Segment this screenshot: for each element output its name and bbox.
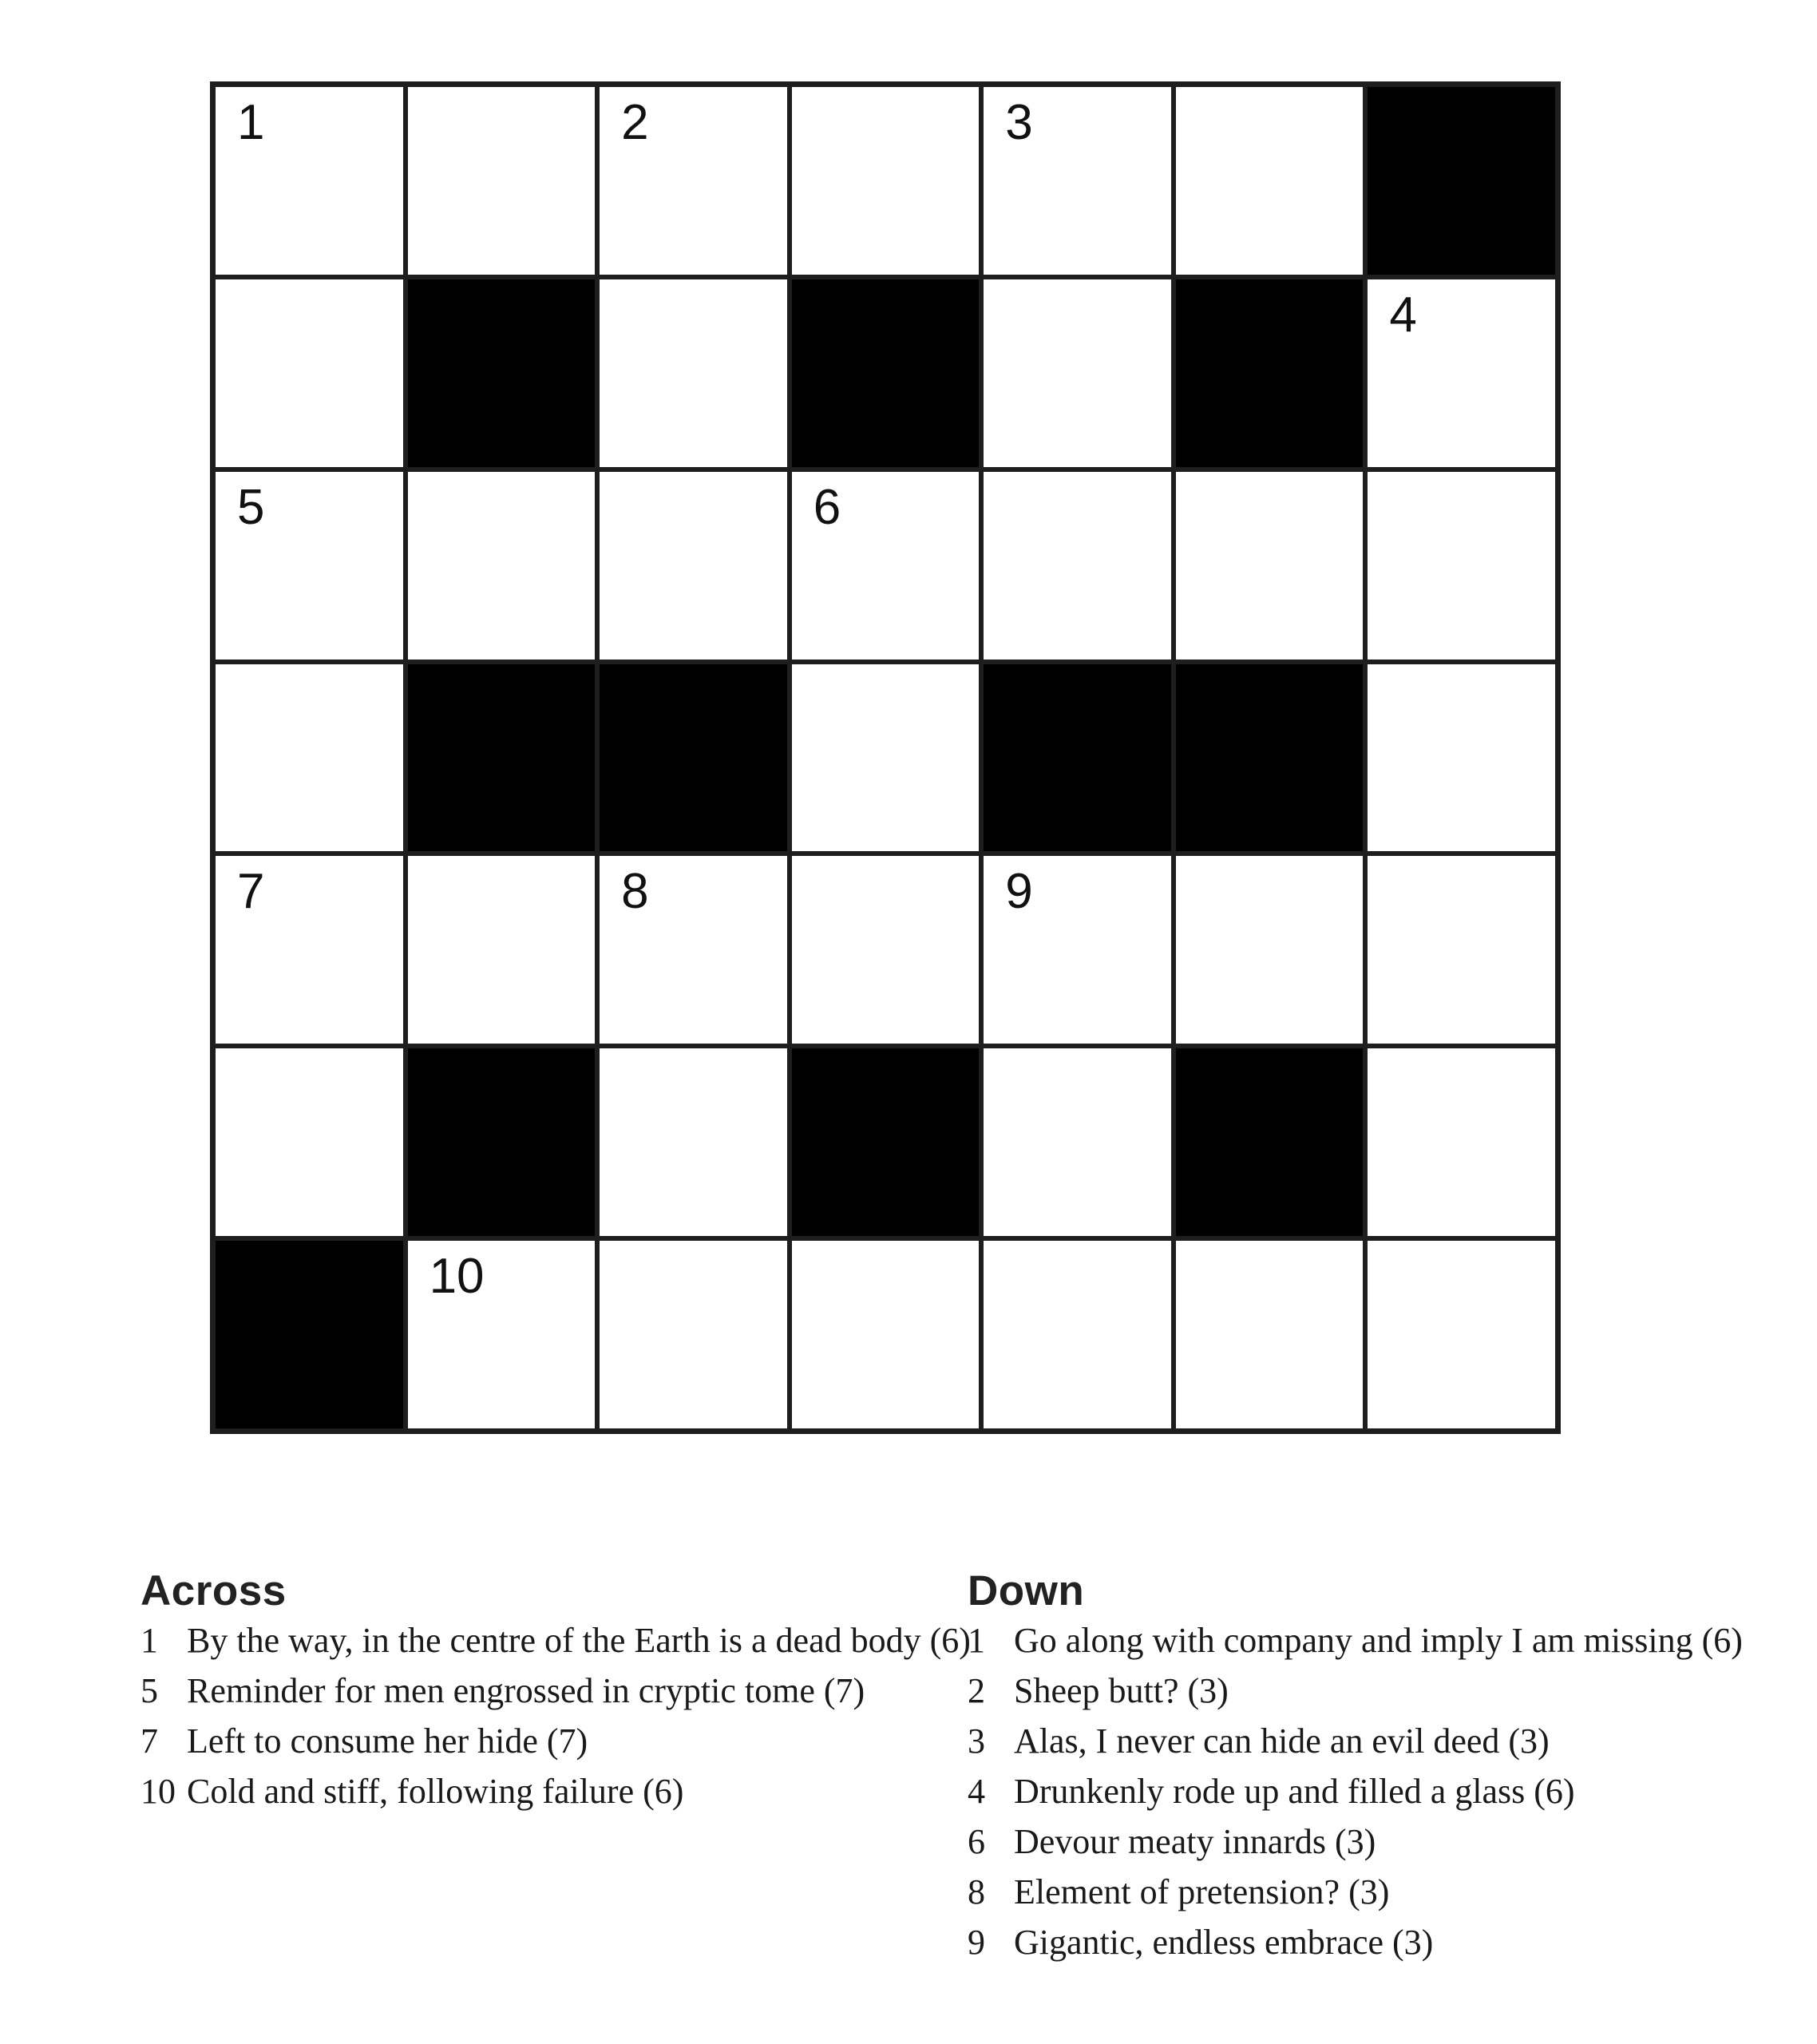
letter-cell[interactable] (1176, 856, 1364, 1044)
cell-number: 8 (621, 864, 649, 920)
letter-cell[interactable] (984, 1048, 1171, 1236)
clue-text: Reminder for men engrossed in cryptic tome (7) (187, 1671, 865, 1710)
black-square (600, 664, 787, 852)
cell-number: 5 (237, 479, 265, 535)
clue-item (141, 1774, 947, 1809)
letter-cell[interactable] (792, 1241, 980, 1428)
down-clue-list (968, 1623, 1798, 1960)
letter-cell[interactable] (984, 1241, 1171, 1428)
letter-cell[interactable] (408, 87, 596, 275)
clue-number: 1 (968, 1621, 985, 1660)
clue-text: Devour meaty innards (3) (1014, 1822, 1376, 1861)
clue-item (141, 1671, 947, 1710)
clue-number: 5 (141, 1671, 158, 1710)
clue-item (968, 1671, 1798, 1710)
letter-cell[interactable] (984, 472, 1171, 660)
letter-cell[interactable] (1368, 279, 1555, 467)
letter-cell[interactable] (1368, 1241, 1555, 1428)
clue-item (141, 1721, 947, 1761)
clue-item (968, 1925, 1798, 1960)
letter-cell[interactable] (408, 856, 596, 1044)
clue-number: 6 (968, 1822, 985, 1861)
across-clue-list (141, 1621, 971, 1811)
cell-number: 7 (237, 864, 265, 920)
letter-cell[interactable] (216, 664, 403, 852)
black-square (792, 279, 980, 467)
letter-cell[interactable] (1368, 856, 1555, 1044)
letter-cell[interactable] (600, 472, 787, 660)
letter-cell[interactable] (1368, 1048, 1555, 1236)
clue-text: Go along with company and imply I am missing (6) (1014, 1621, 1743, 1660)
letter-cell[interactable] (216, 279, 403, 467)
clue-number: 7 (141, 1721, 158, 1761)
letter-cell[interactable] (792, 664, 980, 852)
clue-item (968, 1774, 1798, 1809)
letter-cell[interactable] (1176, 87, 1364, 275)
cell-number: 9 (1005, 864, 1033, 920)
down-section (968, 1567, 1798, 1975)
across-heading: Across (141, 1567, 287, 1614)
cell-number: 2 (621, 95, 649, 150)
letter-cell[interactable] (1368, 472, 1555, 660)
clue-item (968, 1872, 1798, 1911)
black-square (1176, 664, 1364, 852)
clue-text: Sheep butt? (3) (1014, 1671, 1229, 1710)
clue-number: 2 (968, 1671, 985, 1710)
black-square (984, 664, 1171, 852)
clue-text: Element of pretension? (3) (1014, 1872, 1390, 1911)
clue-number: 4 (968, 1772, 985, 1811)
letter-cell[interactable] (216, 87, 403, 275)
black-square (408, 664, 596, 852)
letter-cell[interactable] (600, 279, 787, 467)
letter-cell[interactable] (216, 472, 403, 660)
black-square (1176, 279, 1364, 467)
letter-cell[interactable] (216, 1048, 403, 1236)
black-square (792, 1048, 980, 1236)
black-square (408, 279, 596, 467)
clue-item (968, 1721, 1798, 1761)
clue-number: 10 (141, 1772, 176, 1811)
clue-text: Drunkenly rode up and filled a glass (6) (1014, 1772, 1575, 1811)
cell-number: 10 (429, 1249, 485, 1305)
clue-text: By the way, in the centre of the Earth is a dead body (6) (187, 1621, 971, 1660)
letter-cell[interactable] (984, 87, 1171, 275)
clue-text: Alas, I never can hide an evil deed (3) (1014, 1721, 1550, 1761)
letter-cell[interactable] (1368, 664, 1555, 852)
letter-cell[interactable] (600, 1048, 787, 1236)
cell-number: 1 (237, 95, 265, 150)
black-square (1368, 87, 1555, 275)
letter-cell[interactable] (984, 856, 1171, 1044)
letter-cell[interactable] (600, 87, 787, 275)
cell-number: 6 (813, 479, 841, 535)
black-square (216, 1241, 403, 1428)
down-heading: Down (968, 1567, 1085, 1614)
clue-number: 8 (968, 1872, 985, 1911)
letter-cell[interactable] (216, 856, 403, 1044)
clue-number: 1 (141, 1621, 158, 1660)
clue-item (141, 1621, 971, 1660)
letter-cell[interactable] (1176, 472, 1364, 660)
crossword-grid (210, 81, 1561, 1434)
letter-cell[interactable] (792, 87, 980, 275)
letter-cell[interactable] (408, 1241, 596, 1428)
letter-cell[interactable] (1176, 1241, 1364, 1428)
black-square (408, 1048, 596, 1236)
letter-cell[interactable] (408, 472, 596, 660)
clue-number: 3 (968, 1721, 985, 1761)
cell-number: 3 (1005, 95, 1033, 150)
letter-cell[interactable] (792, 472, 980, 660)
letter-cell[interactable] (600, 1241, 787, 1428)
clue-text: Cold and stiff, following failure (6) (187, 1772, 684, 1811)
across-section (141, 1567, 971, 1824)
cell-number: 4 (1389, 287, 1417, 343)
clue-item (968, 1824, 1798, 1860)
clue-text: Left to consume her hide (7) (187, 1721, 588, 1761)
clue-number: 9 (968, 1923, 985, 1962)
clue-text: Gigantic, endless embrace (3) (1014, 1923, 1434, 1962)
letter-cell[interactable] (984, 279, 1171, 467)
black-square (1176, 1048, 1364, 1236)
letter-cell[interactable] (600, 856, 787, 1044)
letter-cell[interactable] (792, 856, 980, 1044)
clue-item (968, 1623, 1798, 1658)
